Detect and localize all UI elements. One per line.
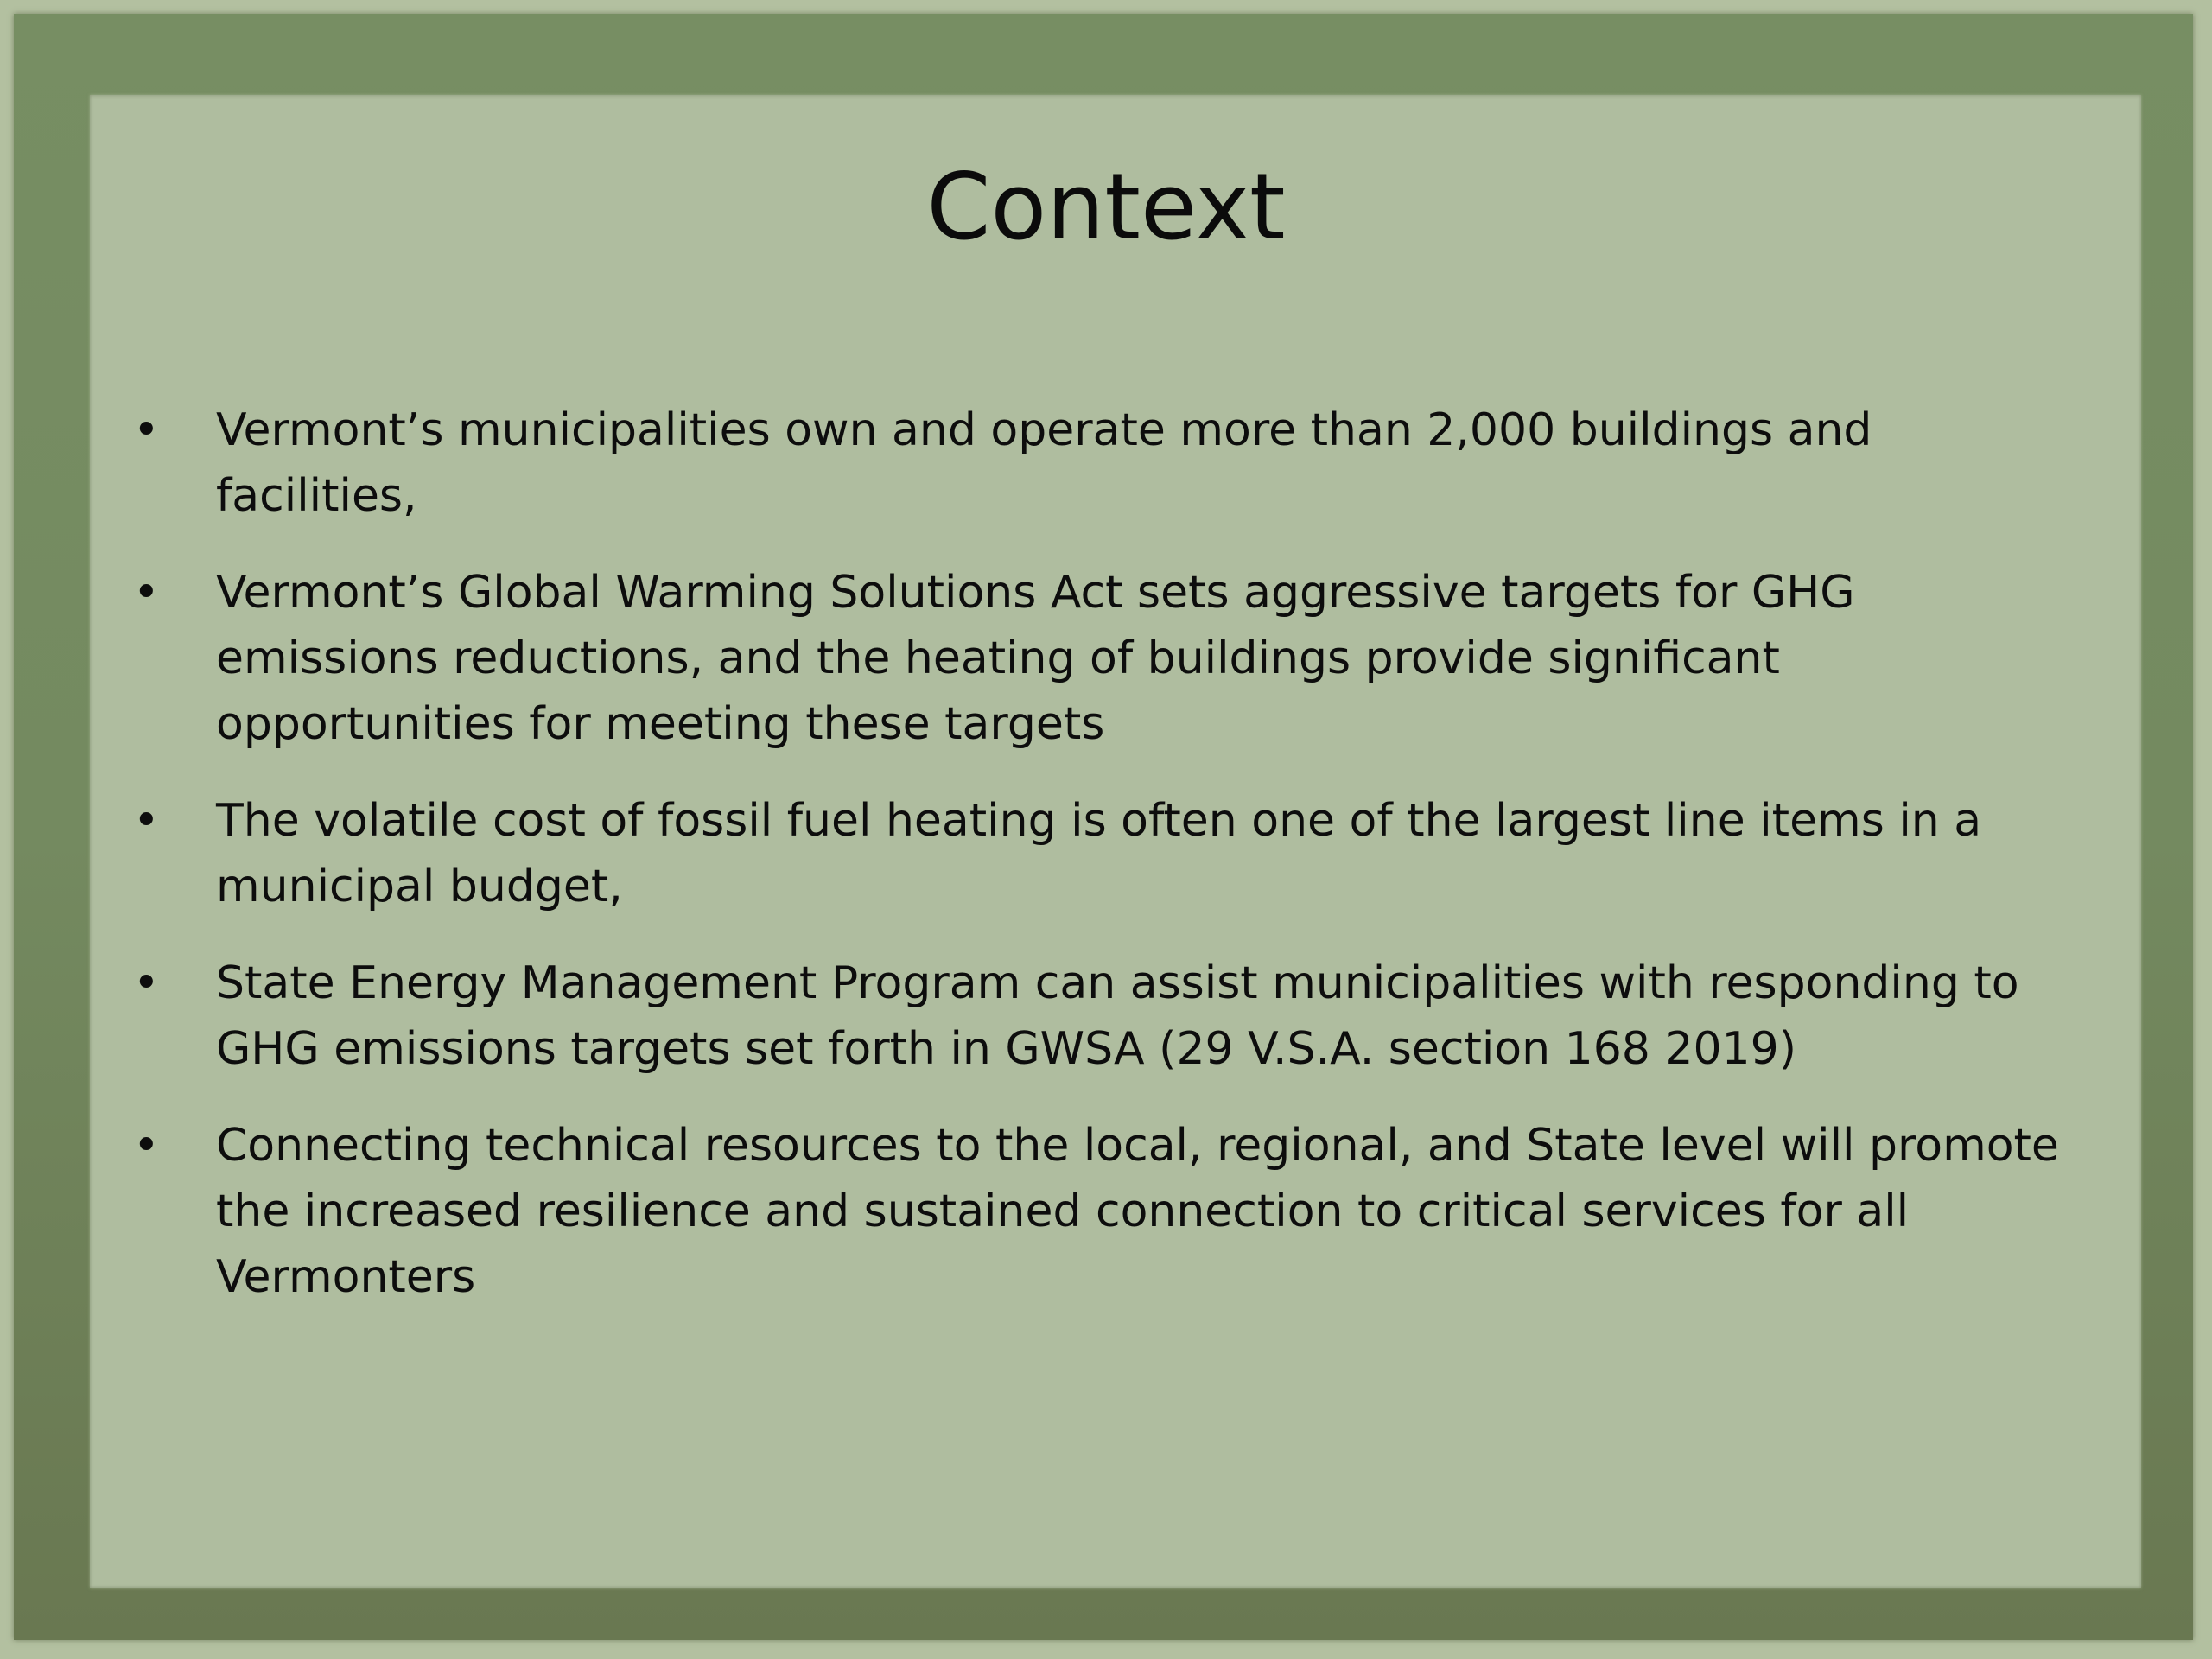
bullet-item xyxy=(130,1113,2082,1310)
bullet-text: Vermont’s Global Warming Solutions Act sets aggressive targets for GHG emissions reductions, and the heating of buildings provide significant opportunities for meeting these targets xyxy=(216,567,1855,750)
bullet-text: The volatile cost of fossil fuel heating is often one of the largest line items in a municipal budget, xyxy=(216,795,1982,912)
bullet-item xyxy=(130,397,2082,529)
bullet-icon: • xyxy=(133,567,160,619)
bullet-icon: • xyxy=(133,957,160,1009)
bullet-item xyxy=(130,788,2082,919)
bullet-text: State Energy Management Program can assist municipalities with responding to GHG emissions targets set forth in GWSA (29 V.S.A. section 168 2019) xyxy=(216,957,2019,1075)
bullet-icon: • xyxy=(133,1120,160,1172)
bullet-item xyxy=(130,950,2082,1082)
slide-title: Context xyxy=(926,154,1286,260)
bullet-icon: • xyxy=(133,404,160,456)
bullet-list xyxy=(130,397,2082,1341)
bullet-text: Connecting technical resources to the local, regional, and State level will promote the increased resilience and sustained connection to critical services for all Vermonters xyxy=(216,1120,2059,1303)
bullet-text: Vermont’s municipalities own and operate more than 2,000 buildings and facilities, xyxy=(216,404,1872,522)
bullet-icon: • xyxy=(133,795,160,847)
bullet-item xyxy=(130,560,2082,757)
